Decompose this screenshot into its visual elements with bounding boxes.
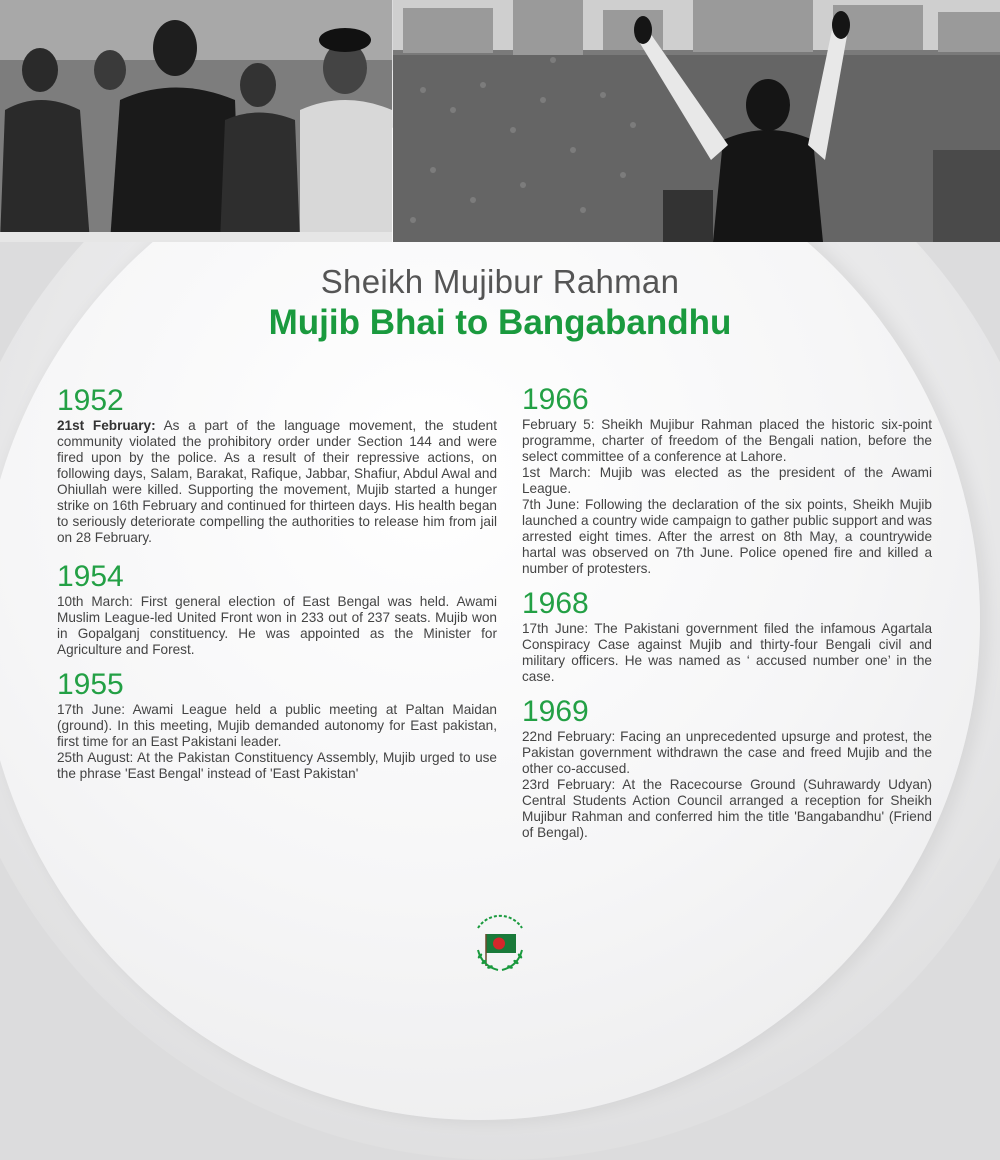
entry-paragraph: 10th March: First general election of East Bengal was held. Awami Muslim League-led United Front won in 233 out of 237 seats. Mujib won in Gopalganj constituency. He was appointed as the Minister for Agriculture and Forest. [57, 594, 497, 657]
timeline-entry-1966 [522, 383, 932, 577]
title-name: Sheikh Mujibur Rahman [320, 263, 680, 300]
timeline-entry-1952 [57, 384, 497, 546]
title-subtitle: Mujib Bhai to Bangabandhu [268, 303, 732, 342]
entry-paragraph: 17th June: The Pakistani government filed the infamous Agartala Conspiracy Case against Mujib and thirty-four Bengali civil and military officers. He was named as ‘ accused number one’ in the case. [522, 621, 932, 684]
entry-text [522, 621, 932, 685]
year-heading: 1955 [57, 668, 124, 701]
timeline-entry-1955 [57, 668, 497, 782]
year-heading: 1952 [57, 384, 124, 417]
year-heading: 1954 [57, 560, 124, 593]
timeline-entry-1954 [57, 560, 497, 658]
year-heading: 1968 [522, 587, 589, 620]
entry-paragraph: 22nd February: Facing an unprecedented upsurge and protest, the Pakistan government withdrawn the case and freed Mujib and the other co-accused. [522, 729, 932, 776]
entry-text [522, 729, 932, 841]
entry-paragraph: 1st March: Mujib was elected as the president of the Awami League. [522, 465, 932, 496]
awami-league-emblem-icon [468, 914, 532, 978]
entry-paragraph: February 5: Sheikh Mujibur Rahman placed the historic six-point programme, charter of freedom of the Bengali nation, before the select committee of a conference at Lahore. [522, 417, 932, 464]
entry-paragraph: As a part of the language movement, the student community violated the prohibitory order under Section 144 and were fired upon by the police. As a result of their repressive actions, on following days, Salam, Barakat, Rafique, Jabbar, Shafiur, Abdul Awal and Ohiullah were killed. Supporting the movement, Mujib started a hunger strike on 16th February and continued for thirteen days. His health began to seriously deteriorate compelling the authorities to release him from jail on 28 February. [57, 418, 497, 545]
entry-text [57, 594, 497, 658]
photo-mujib-addressing-crowd [393, 0, 1000, 242]
entry-text [57, 418, 497, 546]
entry-lead: 21st February: [57, 418, 156, 433]
entry-text [57, 702, 497, 782]
year-heading: 1969 [522, 695, 589, 728]
timeline-entry-1968 [522, 587, 932, 685]
entry-paragraph: 25th August: At the Pakistan Constituency Assembly, Mujib urged to use the phrase 'East Bengal' instead of 'East Pakistan' [57, 750, 497, 781]
timeline-right-column [522, 383, 932, 851]
year-heading: 1966 [522, 383, 589, 416]
photo-mujib-walking [0, 0, 392, 242]
timeline-entry-1969 [522, 695, 932, 841]
entry-paragraph: 17th June: Awami League held a public meeting at Paltan Maidan (ground). In this meeting, Mujib demanded autonomy for East pakistan, first time for an East Pakistani leader. [57, 702, 497, 749]
timeline-left-column [57, 384, 497, 792]
entry-paragraph: 7th June: Following the declaration of the six points, Sheikh Mujib launched a country wide campaign to gather public support and was arrested eight times. After the arrest on 8th May, a countrywide hartal was observed on 7th June. Police opened fire and killed a number of protesters. [522, 497, 932, 576]
entry-paragraph: 23rd February: At the Racecourse Ground (Suhrawardy Udyan) Central Students Action Council arranged a reception for Sheikh Mujibur Rahman and conferred him the title 'Bangabandhu' (Friend of Bengal). [522, 777, 932, 840]
page-title [0, 262, 1000, 344]
entry-text [522, 417, 932, 577]
